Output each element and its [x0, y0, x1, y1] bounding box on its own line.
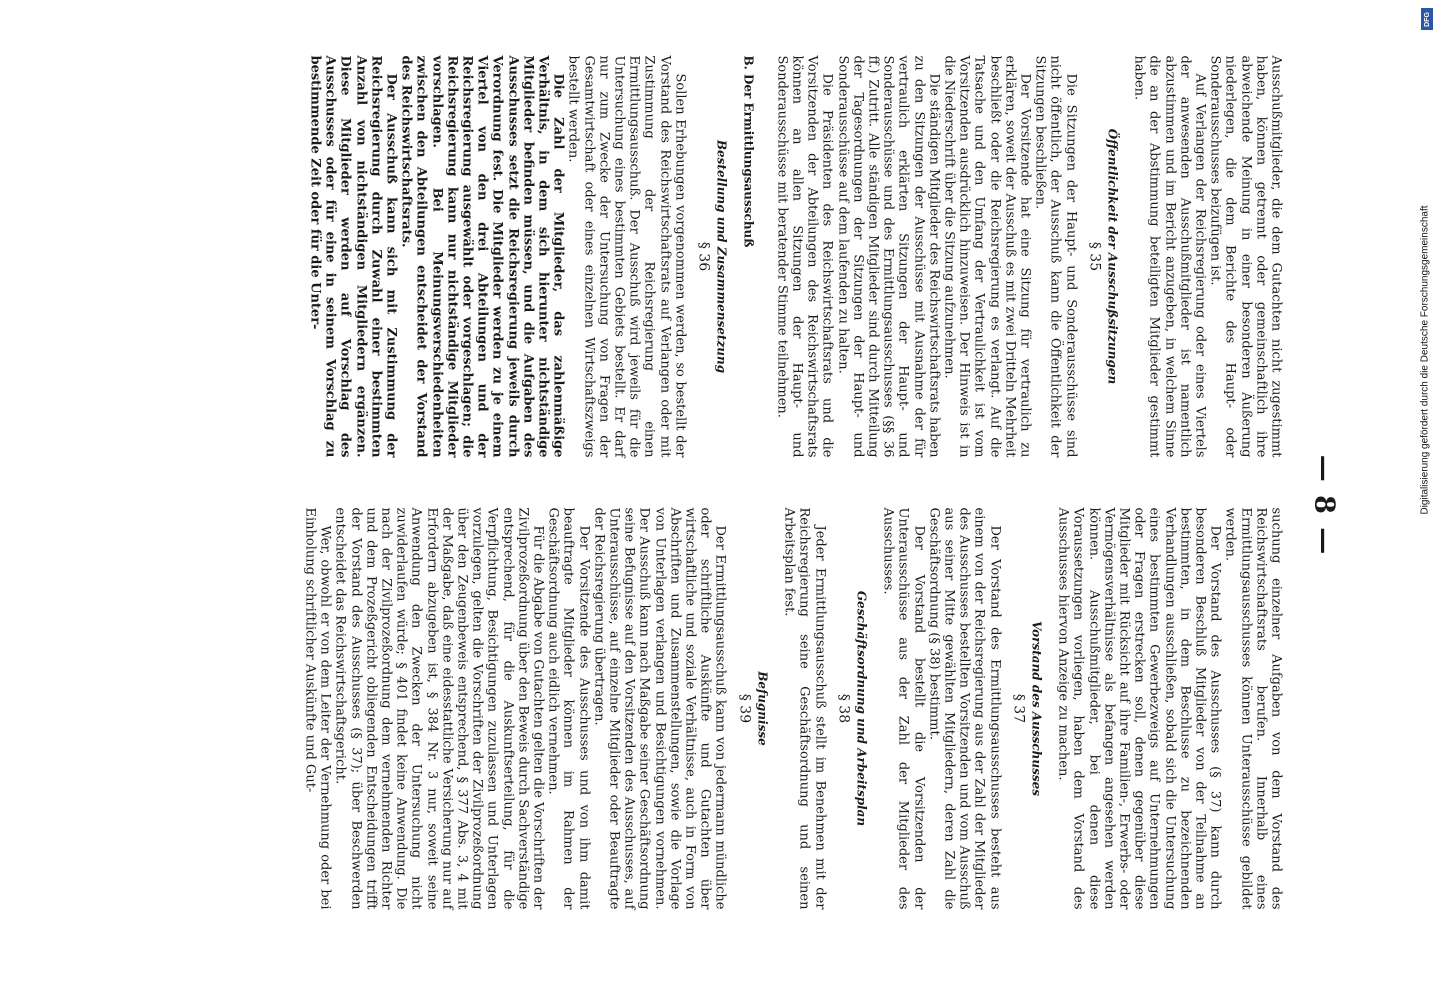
digitization-credit: Digitalisierung gefördert durch die Deutsche Forschungsgemeinschaft — [1419, 205, 1431, 515]
section-number: § 37 — [1010, 693, 1027, 723]
paragraph: Die ständigen Mitglieder des Reichswirtschaftsrats haben zu den Sitzungen der Ausschüsse mit Ausnahme der für vertraulich erklärten Sitzungen der Haupt- und Sonderausschüsse und des Ermittlungsausschusses (§§ 36 ff.) Zutritt. Alle ständigen Mitglieder sind durch Mitteilung der Tagesordnungen der Sitzungen der Haupt- und Sonderausschüsse auf dem laufenden zu halten. — [835, 55, 942, 457]
paragraph: Die Präsidenten des Reichswirtschaftsrats und die Vorsitzenden der Abteilungen des Reichswirtschaftsrats können an allen Sitzungen der Haupt- und Sonderausschüsse mit beratender Stimme teilnehmen. — [774, 55, 835, 457]
paragraph: Der Ermittlungsausschuß kann von jedermann mündliche oder schriftliche Auskünfte und Gutachten über wirtschaftliche und soziale Verhältnisse, auch in Form von Abschriften und Zusammenstellungen, sowie die Vorlage von Unterlagen verlangen und Besichtigungen vornehmen. Der Ausschuß kann nach Maßgabe seiner Geschäftsordnung seine Befugnisse auf den Vorsitzenden des Ausschusses, auf Unterausschüsse, auf einzelne Mitglieder oder Beauftragte der Reichsregierung übertragen. — [591, 507, 728, 909]
section-number: § 36 — [695, 241, 712, 271]
paragraph: Für die Abgabe von Gutachten gelten die Vorschriften der Zivilprozeßordnung über den Beweis durch Sachverständige entsprechend, für die Auskunftserteilung, für die Verpflichtung, Besichtigungen zuzulassen und Unterlagen vorzulegen, gelten die Vorschriften der Zivilprozeßordnung über den Zeugenbeweis entsprechend, § 377 Abs. 3, 4 mit der Maßgabe, daß eine eidesstattliche Versicherung nur auf Erfordern abzugeben ist, § 384 Nr. 3 nur, soweit seine Anwendung den Zwecken der Untersuchung nicht zuwiderlaufen würde; § 401 findet keine Anwendung. Die nach der Zivilprozeßordnung dem vernehmenden Richter und dem Prozeßgericht obliegenden Entscheidungen trifft der Vorstand des Ausschusses (§ 37); über Beschwerden entscheidet das Reichswirtschaftsgericht. — [332, 507, 546, 909]
paragraph: Auf Verlangen der Reichsregierung oder eines Viertels der anwesenden Ausschußmitglieder ist namentlich abzustimmen und im Bericht anzugeben, in welchem Sinne die an der Abstimmung beteiligten Mitglieder gestimmt haben. — [1131, 55, 1208, 457]
paragraph: Die Zahl der Mitglieder, das zahlenmäßige Verhältnis, in dem sich hierunter nichtständige Mitglieder befinden müssen, und die Aufgaben des Ausschusses setzt die Reichsregierung jeweils durch Verordnung fest. Die Mitglieder werden zu je einem Viertel von den drei Abteilungen und der Reichsregierung ausgewählt oder vorgeschlagen; die Reichsregierung kann nur nichtständige Mitglieder vorschlagen. Bei Meinungsverschiedenheiten zwischen den Abteilungen entscheidet der Vorstand des Reichswirtschaftsrats. — [398, 55, 566, 457]
section-heading: Befugnisse — [755, 670, 770, 746]
dfg-logo: DFG — [1421, 8, 1433, 30]
section-number: § 38 — [835, 693, 852, 723]
paragraph: Die Sitzungen der Haupt- und Sonderausschüsse sind nicht öffentlich, der Ausschuß kann die Öffentlichkeit der Sitzungen beschließen. — [1032, 55, 1079, 457]
section-heading: Vorstand des Ausschusses — [1029, 620, 1044, 796]
paragraph: Der Ausschuß kann sich mit Zustimmung der Reichsregierung durch Zuwahl einer bestimmten Anzahl von nichtständigen Mitgliedern ergänzen. Diese Mitglieder werden auf Vorschlag des Ausschusses oder für eine in seinem Vorschlag zu bestimmende Zeit oder für die Unter- — [307, 55, 399, 457]
paragraph: Wer, obwohl er von dem Leiter der Vernehmung oder bei Einholung schriftlicher Auskünfte und Gut- — [302, 507, 333, 909]
paragraph: Der Vorstand bestellt die Vorsitzenden der Unterausschüsse aus der Zahl der Mitglieder des Ausschusses. — [880, 507, 927, 909]
paragraph: Der Vorsitzende des Ausschusses und von ihm damit beauftragte Mitglieder können im Rahmen der Geschäftsordnung auch eidlich vernehmen. — [545, 507, 592, 909]
section-number: § 35 — [1086, 241, 1103, 271]
section-heading: Öffentlichkeit der Ausschußsitzungen — [1105, 128, 1120, 384]
dfg-credit-strip — [1418, 10, 1432, 710]
part-heading: B. Der Ermittlungsausschuß — [742, 55, 756, 247]
right-column — [302, 507, 1283, 909]
scanned-page — [95, 55, 1340, 955]
paragraph: suchung einzelner Aufgaben von dem Vorstand des Reichswirtschaftsrats berufen. Innerhalb eines Ermittlungsausschusses können Unterausschüsse gebildet werden. — [1222, 507, 1284, 909]
page-number: — 8 — — [1308, 454, 1340, 556]
section-number: § 39 — [736, 693, 753, 723]
paragraph: Der Vorstand des Ausschusses (§ 37) kann durch besonderen Beschluß Mitglieder von der Teilnahme an bestimmten, in dem Beschlusse zu bezeichnenden Verhandlungen ausschließen, sobald sich die Untersuchung eines bestimmten Gewerbezweigs auf Unternehmungen oder Fragen erstrecken soll, denen gegenüber diese Mitglieder mit Rücksicht auf ihre Familien-, Erwerbs- oder Vermögensverhältnisse als befangen angesehen werden können. Ausschußmitglieder, bei denen diese Voraussetzungen vorliegen, haben dem Vorstand des Ausschusses hiervon Anzeige zu machen. — [1055, 507, 1223, 909]
paragraph: Der Vorsitzende hat eine Sitzung für vertraulich zu erklären, soweit der Ausschuß es mit zwei Dritteln Mehrheit beschließt oder die Reichsregierung es verlangt. Auf die Tatsache und den Umfang der Vertraulichkeit ist vom Vorsitzenden ausdrücklich hinzuweisen. Der Hinweis ist in die Niederschrift über die Sitzung aufzunehmen. — [941, 55, 1033, 457]
paragraph: Ausschußmitglieder, die dem Gutachten nicht zugestimmt haben, können getrennt oder gemeinschaftlich ihre abweichende Meinung in einer besonderen Äußerung niederlegen, die dem Berichte des Haupt- oder Sonderausschusses beizufügen ist. — [1207, 55, 1284, 457]
section-heading: Geschäftsordnung und Arbeitsplan — [854, 590, 869, 826]
paragraph: Sollen Erhebungen vorgenommen werden, so bestellt der Vorstand des Reichswirtschaftsrats auf Verlangen oder mit Zustimmung der Reichsregierung einen Ermittlungsausschuß. Der Ausschuß wird jeweils für die Untersuchung eines bestimmten Gebiets bestellt. Er darf nur zum Zwecke der Untersuchung von Fragen der Gesamtwirtschaft oder eines einzelnen Wirtschaftszweigs bestellt werden. — [565, 55, 688, 457]
paragraph: Der Vorstand des Ermittlungsausschusses besteht aus einem von der Reichsregierung aus der Zahl der Mitglieder des Ausschusses bestellten Vorsitzenden und vom Ausschuß aus seiner Mitte gewählten Mitgliedern, deren Zahl die Geschäftsordnung (§ 38) bestimmt. — [926, 507, 1003, 909]
section-heading: Bestellung und Zusammensetzung — [714, 139, 729, 373]
left-column — [307, 55, 1283, 457]
paragraph: Jeder Ermittlungsausschuß stellt im Benehmen mit der Reichsregierung seine Geschäftsordnung und seinen Arbeitsplan fest. — [781, 507, 828, 909]
